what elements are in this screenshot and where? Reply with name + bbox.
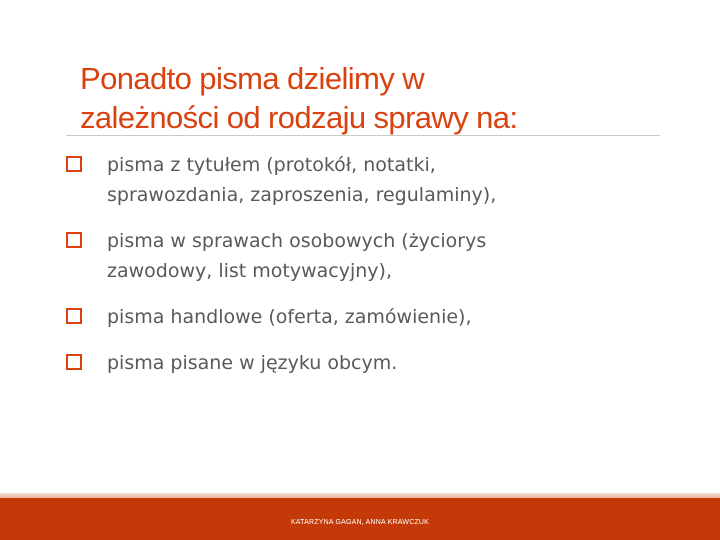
bullet-item-2 [66,226,666,286]
slide-title [80,59,680,137]
bullet-list [66,150,666,378]
slide-title-line-2: zależności od rodzaju sprawy na: [80,99,518,135]
checkbox-icon [66,354,82,370]
bullet-line: sprawozdania, zaproszenia, regulaminy), [107,184,497,206]
footer-author-text: KATARZYNA GAGAN, ANNA KRAWCZUK [290,519,430,526]
checkbox-icon [66,232,82,248]
bullet-line: pisma pisane w języku obcym. [107,352,398,374]
bullet-line: zawodowy, list motywacyjny), [107,260,392,282]
title-divider [66,135,660,136]
slide-title-line-1: Ponadto pisma dzielimy w [80,60,424,96]
bullet-line: pisma handlowe (oferta, zamówienie), [107,306,472,328]
bullet-item-4 [66,348,666,378]
checkbox-icon [66,156,82,172]
checkbox-icon [66,308,82,324]
bullet-line: pisma w sprawach osobowych (życiorys [107,230,487,252]
bullet-item-3 [66,302,666,332]
bullet-line: pisma z tytułem (protokół, notatki, [107,154,436,176]
bullet-item-1 [66,150,666,210]
